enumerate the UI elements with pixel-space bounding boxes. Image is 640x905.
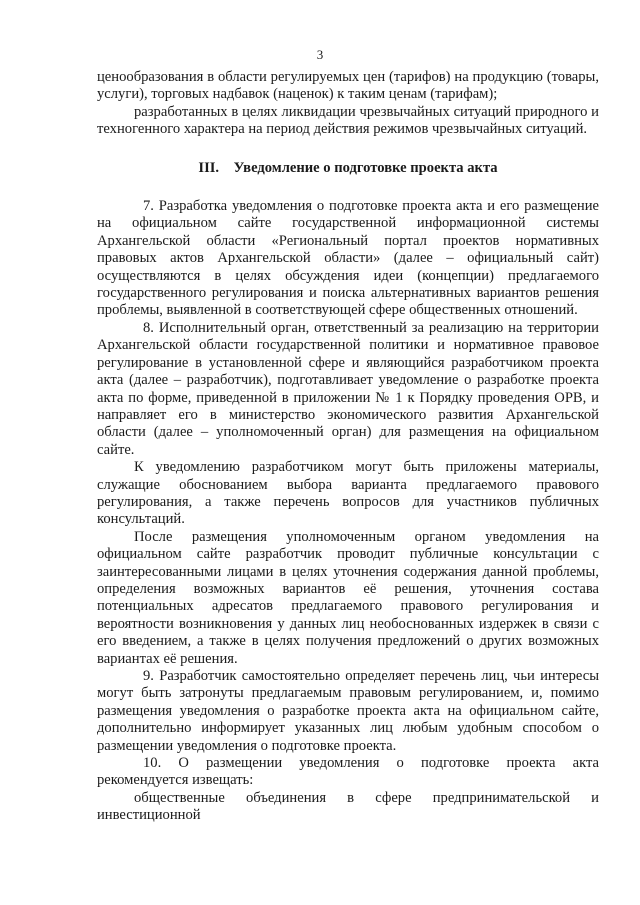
paragraph-10: 10. О размещении уведомления о подготовке проекта акта рекомендуется извещать:	[97, 755, 599, 789]
paragraph-9: 9. Разработчик самостоятельно определяет перечень лиц, чьи интересы могут быть затронуты предлагаемым правовым регулированием, и, помимо размещения уведомления о разработке проекта акта на официальном сайте, дополнительно информирует указанных лиц любым удобным способом о размещении уведомления о подготовке проекта.	[97, 668, 599, 754]
document-body	[97, 69, 599, 825]
paragraph-attachments: К уведомлению разработчиком могут быть приложены материалы, служащие обоснованием выбора варианта предлагаемого правового регулирования, а также перечень вопросов для участников публичных консультаций.	[97, 459, 599, 528]
section-number: III.	[198, 159, 220, 176]
intro-paragraph-2: разработанных в целях ликвидации чрезвычайных ситуаций природного и техногенного характера на период действия режимов чрезвычайных ситуаций.	[97, 103, 599, 138]
section-heading	[97, 160, 599, 177]
paragraph-list-item: общественные объединения в сфере предпринимательской и инвестиционной	[97, 789, 599, 824]
page-number: 3	[316, 47, 324, 62]
section-title: Уведомление о подготовке проекта акта	[233, 159, 498, 176]
intro-paragraph-1: ценообразования в области регулируемых цен (тарифов) на продукцию (товары, услуги), торговых надбавок (наценок) к таким ценам (тарифам);	[97, 69, 599, 103]
paragraph-consultations: После размещения уполномоченным органом уведомления на официальном сайте разработчик проводит публичные консультации с заинтересованными лицами в целях уточнения содержания данной проблемы, определения возможных вариантов её решения, уточнения состава потенциальных адресатов предлагаемого правового регулирования и вероятности возникновения у данных лиц необоснованных издержек в связи с его введением, а также в целях получения предложений о других возможных вариантах её решения.	[97, 528, 599, 667]
paragraph-7: 7. Разработка уведомления о подготовке проекта акта и его размещение на официальном сайте государственной информационной системы Архангельской области «Региональный портал проектов нормативных правовых актов Архангельской области» (далее – официальный сайт) осуществляются в целях обсуждения идеи (концепции) предлагаемого государственного регулирования и поиска альтернативных вариантов решения проблемы, выявленной в соответствующей сфере общественных отношений.	[97, 198, 599, 319]
paragraph-8: 8. Исполнительный орган, ответственный за реализацию на территории Архангельской области государственной политики и нормативное правовое регулирование в установленной сфере и являющийся разработчиком проекта акта (далее – разработчик), подготавливает уведомление о разработке проекта акта по форме, приведенной в приложении № 1 к Порядку проведения ОРВ, и направляет его в министерство экономического развития Архангельской области (далее – уполномоченный орган) для размещения на официальном сайте.	[97, 319, 599, 458]
